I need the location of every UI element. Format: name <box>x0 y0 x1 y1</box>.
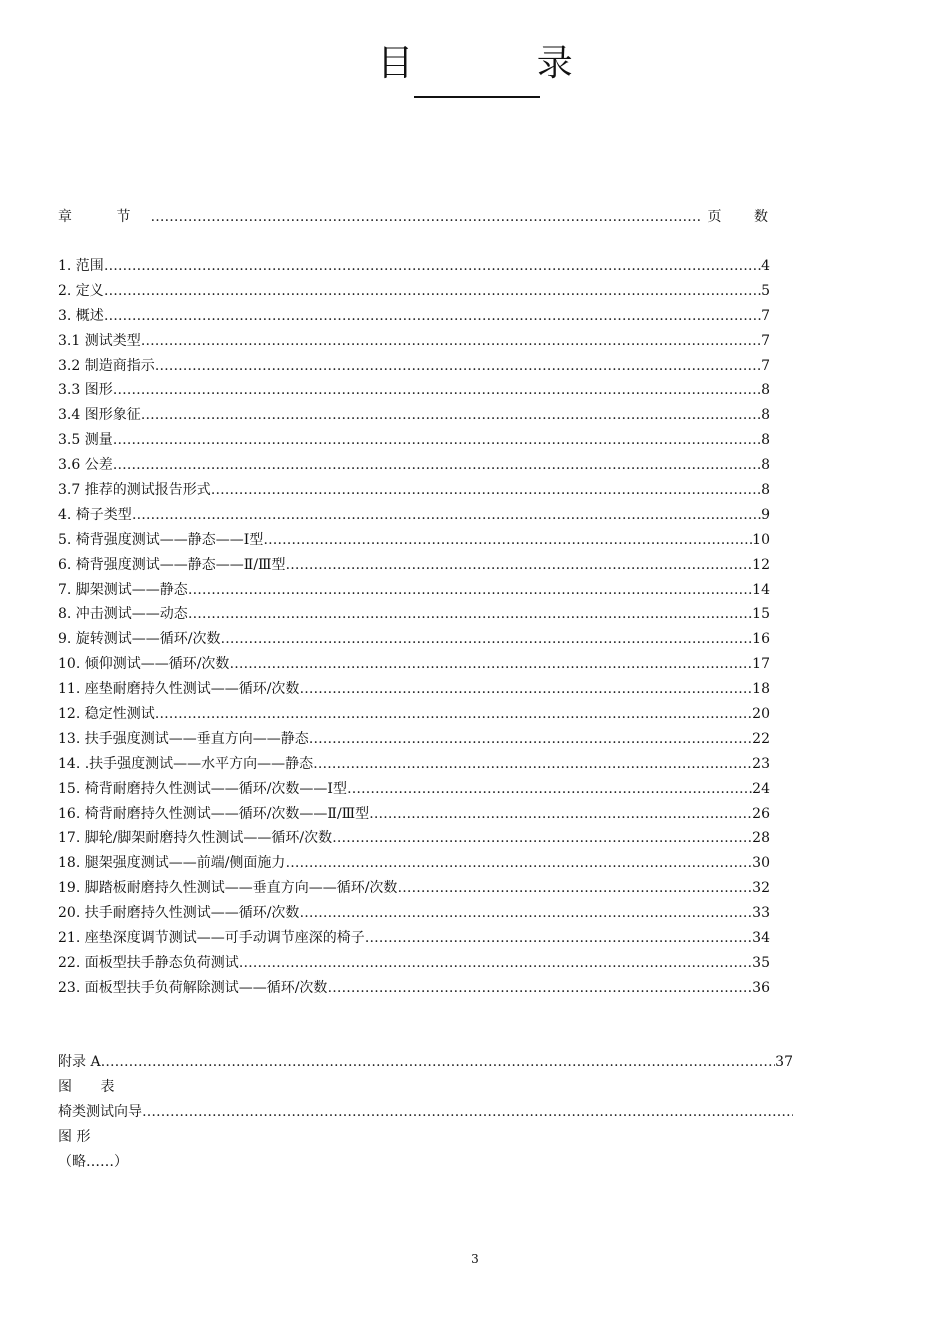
leader-dots <box>263 528 752 553</box>
toc-entry-page: 32 <box>752 880 770 897</box>
chapter-column-label: 章 节 <box>58 209 151 225</box>
toc-entry-page: 35 <box>752 954 770 971</box>
toc-entry-label: 7. 脚架测试——静态 <box>58 581 188 598</box>
toc-entry[interactable] <box>58 976 770 1001</box>
toc-entry-page: 20 <box>752 706 770 723</box>
toc-entry-label: 2. 定义 <box>58 282 104 299</box>
toc-entry-page: 37 <box>775 1054 793 1070</box>
toc-entry-label: 18. 腿架强度测试——前端/侧面施力 <box>58 855 286 872</box>
toc-entry-label: 17. 脚轮/脚架耐磨持久性测试——循环/次数 <box>58 830 333 847</box>
leader-dots <box>141 403 761 428</box>
toc-entry-label: 11. 座垫耐磨持久性测试——循环/次数 <box>58 681 300 698</box>
toc-entry-label: 14. .扶手强度测试——水平方向——静态 <box>58 755 314 772</box>
toc-entry-page: 30 <box>752 855 770 872</box>
leader-dots <box>104 279 761 304</box>
toc-entry-label: 12. 稳定性测试 <box>58 706 155 723</box>
toc-entry[interactable] <box>58 428 770 453</box>
leader-dots <box>299 677 752 702</box>
leader-dots <box>313 752 752 777</box>
leader-dots <box>332 826 752 851</box>
toc-entry-label: 16. 椅背耐磨持久性测试——循环/次数——Ⅱ/Ⅲ型 <box>58 805 370 822</box>
toc-entry-label: 13. 扶手强度测试——垂直方向——静态 <box>58 730 309 747</box>
leader-dots <box>327 976 752 1001</box>
toc-entry[interactable] <box>58 627 770 652</box>
title-underline <box>414 96 540 98</box>
toc-entry-page: 28 <box>752 830 770 847</box>
leader-dots <box>347 777 752 802</box>
toc-entry[interactable] <box>58 254 770 279</box>
toc-entry-page: 16 <box>752 631 770 648</box>
page-number: 3 <box>471 1252 479 1266</box>
toc-entry-label: 9. 旋转测试——循环/次数 <box>58 631 221 648</box>
toc-entry[interactable] <box>58 578 770 603</box>
toc-entry[interactable] <box>58 528 770 553</box>
toc-appendix <box>58 1050 793 1174</box>
toc-entry-page: 9 <box>761 506 770 523</box>
leader-dots <box>221 627 753 652</box>
toc-entry-page: 15 <box>752 606 770 623</box>
toc-entry[interactable] <box>58 802 770 827</box>
toc-entry[interactable] <box>58 553 770 578</box>
toc-entry-label: 23. 面板型扶手负荷解除测试——循环/次数 <box>58 979 328 996</box>
toc-entry-label: 5. 椅背强度测试——静态——Ⅰ型 <box>58 531 264 548</box>
toc-entry-page: 7 <box>761 307 770 324</box>
toc-entry-label: 椅类测试向导 <box>58 1103 142 1120</box>
toc-entry-page: 26 <box>752 805 770 822</box>
leader-dots <box>285 851 752 876</box>
leader-dots <box>309 727 752 752</box>
toc-entry-label: 4. 椅子类型 <box>58 506 132 523</box>
page-title: 目 录 <box>377 43 629 84</box>
toc-entry-label: 3.4 图形象征 <box>58 407 141 424</box>
toc-entry[interactable] <box>58 752 770 777</box>
toc-entry[interactable] <box>58 876 770 901</box>
toc-entry-page: 8 <box>761 482 770 499</box>
toc-entry-label: 10. 倾仰测试——循环/次数 <box>58 656 230 673</box>
toc-entry-page: 4 <box>761 258 770 274</box>
leader-dots <box>150 205 701 230</box>
toc-entry-page: 12 <box>752 556 770 573</box>
leader-dots <box>397 876 752 901</box>
toc-entry[interactable] <box>58 478 770 503</box>
leader-dots <box>188 578 752 603</box>
toc-entry[interactable] <box>58 304 770 329</box>
omitted-note: （略……） <box>58 1153 128 1170</box>
leader-dots <box>155 702 752 727</box>
leader-dots <box>365 926 752 951</box>
toc-entry-page: 7 <box>761 332 770 349</box>
toc-entry-page: 7 <box>761 357 770 374</box>
toc-entry-page: 8 <box>761 382 770 399</box>
toc-entry-page: 24 <box>752 780 770 797</box>
leader-dots <box>101 1050 776 1075</box>
toc-entry[interactable] <box>58 901 770 926</box>
toc-entry[interactable] <box>58 727 770 752</box>
leader-dots <box>286 553 753 578</box>
toc-entry-label: 3.1 测试类型 <box>58 332 141 349</box>
toc-entry[interactable] <box>58 378 770 403</box>
toc-entry-label: 15. 椅背耐磨持久性测试——循环/次数——Ⅰ型 <box>58 780 347 797</box>
toc-entry-page: 34 <box>752 930 770 947</box>
leader-dots <box>369 802 752 827</box>
toc-entry-label: 22. 面板型扶手静态负荷测试 <box>58 954 239 971</box>
toc-entry-page: 14 <box>752 581 770 598</box>
leader-dots <box>142 1100 793 1125</box>
figures-heading: 图 形 <box>58 1128 91 1145</box>
leader-dots <box>113 428 761 453</box>
toc-entry[interactable] <box>58 279 770 304</box>
toc-entries <box>58 254 770 1001</box>
toc-entry-page: 36 <box>752 979 770 996</box>
toc-entry-label: 附录 A <box>58 1054 101 1070</box>
toc-entry-page: 18 <box>752 681 770 698</box>
leader-dots <box>211 478 761 503</box>
toc-entry-page: 22 <box>752 730 770 747</box>
toc-entry[interactable] <box>58 602 770 627</box>
toc-entry[interactable] <box>58 354 770 379</box>
toc-header <box>58 205 782 230</box>
leader-dots <box>104 304 761 329</box>
toc-entry-label: 3.3 图形 <box>58 382 113 399</box>
toc-entry[interactable] <box>58 826 770 851</box>
toc-entry[interactable] <box>58 453 770 478</box>
toc-entry-label: 3. 概述 <box>58 307 104 324</box>
toc-entry-page: 8 <box>761 457 770 474</box>
leader-dots <box>188 602 752 627</box>
toc-entry-label: 3.7 推荐的测试报告形式 <box>58 482 211 499</box>
toc-entry-label: 1. 范围 <box>58 258 104 274</box>
toc-entry-label: 8. 冲击测试——动态 <box>58 606 188 623</box>
toc-entry-page: 8 <box>761 407 770 424</box>
leader-dots <box>229 652 752 677</box>
leader-dots <box>239 951 752 976</box>
toc-entry-label: 20. 扶手耐磨持久性测试——循环/次数 <box>58 905 300 922</box>
toc-entry-label: 19. 脚踏板耐磨持久性测试——垂直方向——循环/次数 <box>58 880 398 897</box>
toc-entry[interactable] <box>58 503 770 528</box>
toc-entry-label: 3.2 制造商指示 <box>58 357 155 374</box>
leader-dots <box>155 354 761 379</box>
toc-entry[interactable] <box>58 926 770 951</box>
toc-entry-page: 5 <box>761 282 770 299</box>
toc-entry-label: 3.5 测量 <box>58 432 113 449</box>
charts-heading: 图 表 <box>58 1078 127 1095</box>
toc-entry-label: 21. 座垫深度调节测试——可手动调节座深的椅子 <box>58 930 365 947</box>
toc-entry-page: 8 <box>761 432 770 449</box>
toc-entry[interactable] <box>58 851 770 876</box>
leader-dots <box>299 901 752 926</box>
leader-dots <box>104 254 761 279</box>
toc-entry-page: 33 <box>752 905 770 922</box>
leader-dots <box>132 503 761 528</box>
toc-entry-page: 17 <box>752 656 770 673</box>
toc-entry-page: 10 <box>752 531 770 548</box>
toc-entry-label: 3.6 公差 <box>58 457 113 474</box>
page-column-label: 页 数 <box>707 209 782 225</box>
toc-entry-label: 6. 椅背强度测试——静态——Ⅱ/Ⅲ型 <box>58 556 286 573</box>
toc-entry-page: 23 <box>752 755 770 772</box>
leader-dots <box>113 453 761 478</box>
toc-entry[interactable] <box>58 403 770 428</box>
toc-entry[interactable] <box>58 652 770 677</box>
leader-dots <box>141 329 761 354</box>
toc-entry[interactable] <box>58 677 770 702</box>
toc-entry[interactable] <box>58 951 770 976</box>
toc-entry[interactable] <box>58 329 770 354</box>
toc-entry[interactable] <box>58 702 770 727</box>
toc-entry[interactable] <box>58 777 770 802</box>
toc-entry-guide[interactable] <box>58 1100 793 1125</box>
toc-entry-appendix-a[interactable] <box>58 1050 793 1075</box>
leader-dots <box>113 378 761 403</box>
